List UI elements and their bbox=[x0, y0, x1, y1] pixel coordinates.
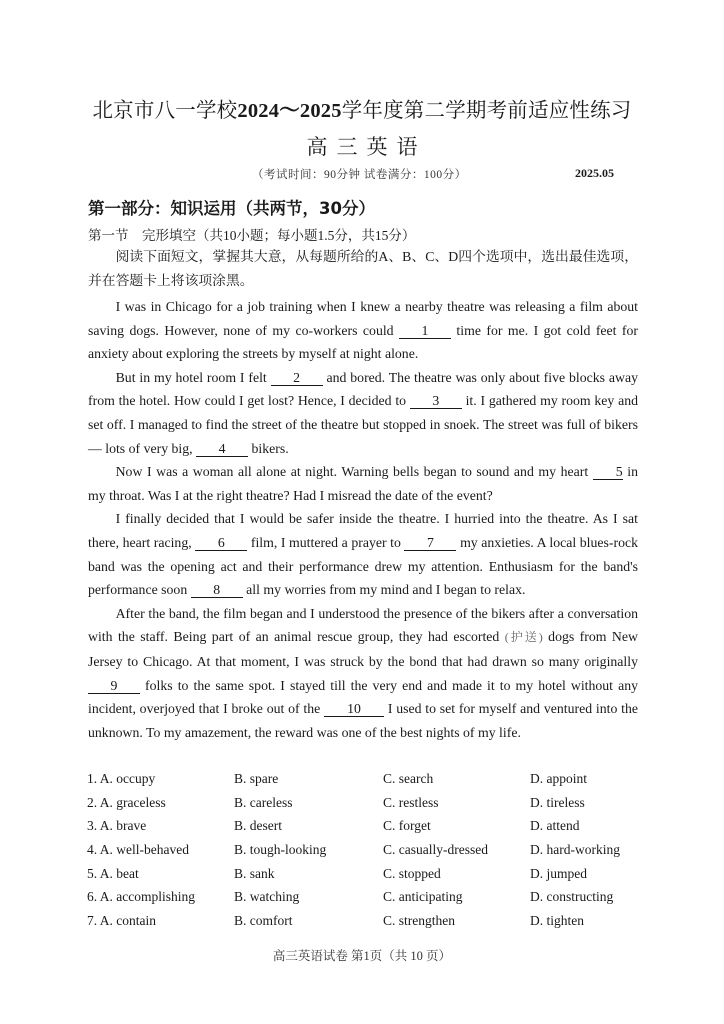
part-heading: 第一部分：知识运用（共两节，30分） bbox=[88, 199, 375, 218]
option-b[interactable]: B. comfort bbox=[234, 913, 293, 929]
option-b[interactable]: B. sank bbox=[234, 865, 275, 881]
passage-text: After the band, the film began and I understood the presence of the bikers after a conversation with the staff. Being part of an animal rescue group, they had escorted bbox=[88, 605, 638, 645]
exam-title bbox=[0, 93, 724, 123]
option-d[interactable]: D. tireless bbox=[530, 794, 585, 810]
instruction-text: 阅读下面短文，掌握其大意，从每题所给的A、B、C、D四个选项中，选出最佳选项，并在答题卡上将该项涂黑。 bbox=[88, 249, 638, 288]
title-years: 2024～2025 bbox=[237, 100, 342, 122]
option-c[interactable]: C. search bbox=[383, 771, 434, 786]
passage-paragraph-4 bbox=[88, 507, 638, 601]
passage-text: I used to set for myself and ventured into the unknown. To my amazement, the reward was one of the best nights of my life. bbox=[88, 701, 638, 740]
option-d[interactable]: D. constructing bbox=[530, 889, 614, 905]
instructions bbox=[88, 245, 638, 292]
passage-text: But in my hotel room I felt bbox=[115, 369, 271, 385]
option-b[interactable]: B. careless bbox=[234, 794, 293, 810]
option-a[interactable]: 4. A. well-behaved bbox=[87, 842, 189, 858]
passage-text: my anxieties. A local blues-rock band was the opening act and their performance drew my attention. Enthusiasm for the band's performance soon bbox=[88, 534, 638, 598]
option-a[interactable]: 2. A. graceless bbox=[87, 794, 166, 810]
passage-paragraph-1 bbox=[88, 295, 638, 366]
passage-text: time for me. I got cold feet for anxiety about exploring the streets by myself at night alone. bbox=[88, 322, 638, 362]
option-d[interactable]: D. attend bbox=[530, 818, 580, 834]
blank-4[interactable]: 4 bbox=[196, 441, 248, 457]
passage-text: I was in Chicago for a job training when I knew a nearby theatre was releasing a film about saving dogs. However, none of my co-workers could bbox=[88, 299, 638, 338]
passage-paragraph-3 bbox=[88, 460, 638, 507]
option-d[interactable]: D. hard-working bbox=[530, 842, 620, 858]
blank-8[interactable]: 8 bbox=[191, 582, 243, 598]
blank-2[interactable]: 2 bbox=[271, 370, 323, 386]
option-d[interactable]: D. jumped bbox=[530, 865, 587, 881]
option-b[interactable]: B. watching bbox=[234, 889, 300, 905]
question-options-3 bbox=[87, 818, 647, 842]
option-c[interactable]: C. forget bbox=[383, 818, 431, 834]
passage-text: in my throat. Was I at the right theatre? Had I misread the date of the event? bbox=[88, 464, 638, 503]
exam-info: （考试时间：90分钟 试卷满分：100分） bbox=[252, 169, 467, 181]
option-c[interactable]: C. strengthen bbox=[383, 913, 455, 929]
option-d[interactable]: D. tighten bbox=[530, 913, 584, 929]
blank-3[interactable]: 3 bbox=[410, 393, 462, 409]
blank-10[interactable]: 10 bbox=[324, 701, 384, 717]
question-options-2 bbox=[87, 795, 647, 819]
title-term: 学年度第二学期考前适应性练习 bbox=[341, 100, 632, 122]
option-b[interactable]: B. desert bbox=[234, 818, 282, 834]
question-options-7 bbox=[87, 913, 647, 937]
passage-text: Now I was a woman all alone at night. Warning bells began to sound and my heart bbox=[115, 464, 593, 480]
passage-text: bikers. bbox=[248, 440, 289, 456]
cloze-passage bbox=[88, 295, 638, 744]
blank-7[interactable]: 7 bbox=[404, 535, 456, 551]
passage-text: all my worries from my mind and I began to relax. bbox=[242, 582, 526, 598]
chinese-gloss: (护送) bbox=[504, 630, 543, 645]
exam-subject: 高三英语 bbox=[306, 135, 427, 159]
question-options-5 bbox=[87, 866, 647, 890]
title-school: 北京市八一学校 bbox=[92, 100, 238, 122]
passage-text: I finally decided that I would be safer inside the theatre. I hurried into the theatre. As I sat there, heart racing, bbox=[88, 511, 638, 550]
option-c[interactable]: C. anticipating bbox=[383, 889, 463, 905]
option-b[interactable]: B. tough-looking bbox=[234, 842, 327, 858]
answer-options bbox=[87, 771, 647, 937]
passage-text: folks to the same spot. I stayed till the very end and made it to my hotel without any incident, overjoyed that I broke out of the bbox=[88, 677, 638, 717]
section-heading: 第一节 完形填空（共10小题；每小题1.5分，共15分） bbox=[88, 228, 416, 243]
option-a[interactable]: 3. A. brave bbox=[87, 818, 147, 834]
blank-1[interactable]: 1 bbox=[399, 323, 451, 339]
passage-text: film, I muttered a prayer to bbox=[247, 534, 405, 550]
option-a[interactable]: 6. A. accomplishing bbox=[87, 889, 195, 905]
question-options-6 bbox=[87, 889, 647, 913]
option-c[interactable]: C. casually-dressed bbox=[383, 842, 488, 858]
question-options-4 bbox=[87, 842, 647, 866]
option-b[interactable]: B. spare bbox=[234, 771, 279, 786]
option-a[interactable]: 7. A. contain bbox=[87, 913, 156, 929]
exam-date: 2025.05 bbox=[575, 166, 614, 180]
passage-paragraph-5 bbox=[88, 602, 638, 745]
passage-text: and bored. The theatre was only about five blocks away from the hotel. How could I get lost? Hence, I decided to bbox=[88, 369, 638, 409]
blank-5[interactable]: 5 bbox=[593, 464, 623, 480]
blank-9[interactable]: 9 bbox=[88, 678, 140, 694]
passage-text: it. I gathered my room key and set off. I managed to find the street of the theatre but stopped in snoek. The street was full of bikers — lots of very big, bbox=[88, 393, 638, 456]
page-footer: 高三英语试卷 第1页（共 10 页） bbox=[272, 949, 452, 963]
question-options-1 bbox=[87, 771, 647, 795]
option-d[interactable]: D. appoint bbox=[530, 771, 587, 786]
option-a[interactable]: 5. A. beat bbox=[87, 865, 139, 881]
option-c[interactable]: C. restless bbox=[383, 794, 439, 810]
passage-paragraph-2 bbox=[88, 366, 638, 460]
passage-text: dogs from New Jersey to Chicago. At that moment, I was struck by the bond that had drawn so many originally bbox=[88, 629, 638, 669]
blank-6[interactable]: 6 bbox=[195, 535, 247, 551]
option-c[interactable]: C. stopped bbox=[383, 865, 441, 881]
option-a[interactable]: 1. A. occupy bbox=[87, 771, 156, 786]
